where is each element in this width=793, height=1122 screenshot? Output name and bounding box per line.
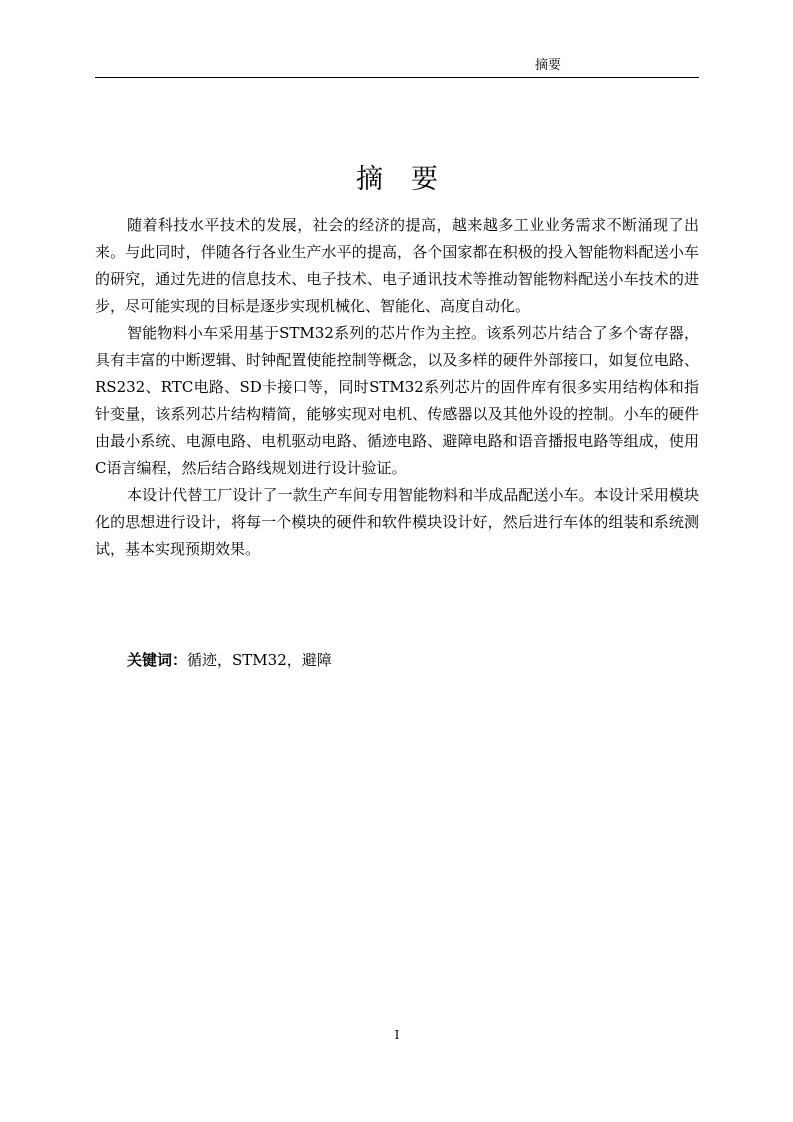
- page-number: I: [394, 1028, 400, 1042]
- abstract-paragraph-3: 本设计代替工厂设计了一款生产车间专用智能物料和半成品配送小车。本设计采用模块化的思想进行设计，将每一个模块的硬件和软件模块设计好，然后进行车体的组装和系统测试，基本实现预期效果。: [95, 486, 699, 558]
- header-rule: [95, 77, 699, 78]
- running-header: [95, 57, 699, 75]
- abstract-paragraph-2: 智能物料小车采用基于STM32系列的芯片作为主控。该系列芯片结合了多个寄存器，具有丰富的中断逻辑、时钟配置使能控制等概念，以及多样的硬件外部接口，如复位电路、RS232、RTC电路、SD卡接口等，同时STM32系列芯片的固件库有很多实用结构体和指针变量，该系列芯片结构精简，能够实现对电机、传感器以及其他外设的控制。小车的硬件由最小系统、电源电路、电机驱动电路、循迹电路、避障电路和语音播报电路等组成，使用C语言编程，然后结合路线规划进行设计验证。: [95, 324, 699, 477]
- running-header-title: 摘要: [535, 58, 562, 73]
- page-title-char-1: 摘: [356, 164, 383, 195]
- page-title: [95, 160, 699, 200]
- keywords-value: 循迹，STM32，避障: [187, 651, 332, 669]
- keywords-line: [127, 647, 332, 674]
- abstract-paragraph-1: 随着科技水平技术的发展，社会的经济的提高，越来越多工业业务需求不断涌现了出来。与此同时，伴随各行各业生产水平的提高，各个国家都在积极的投入智能物料配送小车的研究，通过先进的信息技术、电子技术、电子通讯技术等推动智能物料配送小车技术的进步，尽可能实现的目标是逐步实现机械化、智能化、高度自动化。: [95, 216, 699, 315]
- page-title-char-2: 要: [411, 164, 438, 195]
- abstract-body: [95, 212, 699, 563]
- keywords-label: 关键词：: [127, 651, 188, 669]
